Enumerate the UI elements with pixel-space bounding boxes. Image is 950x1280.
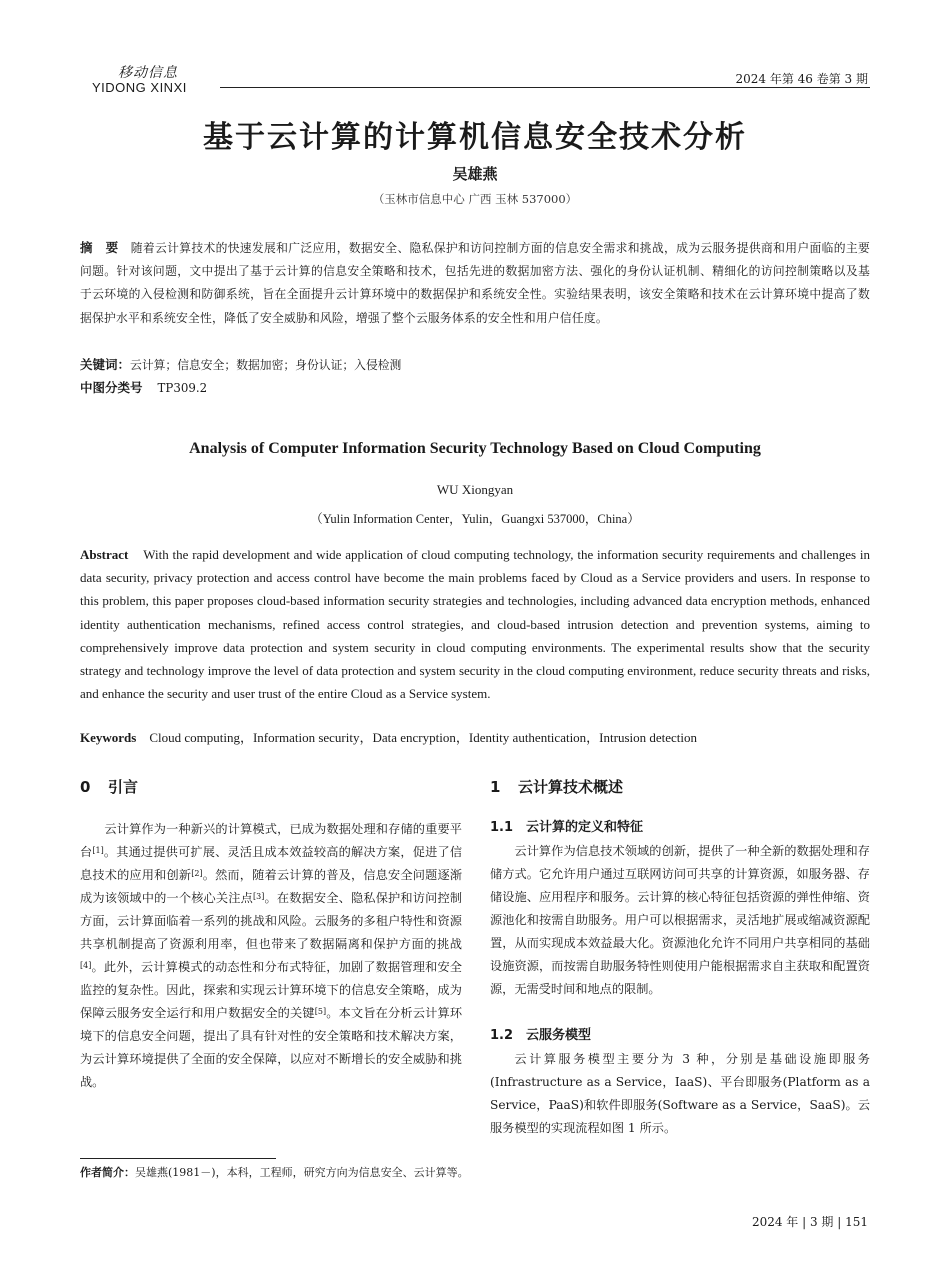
author-name-cn: 吴雄燕 [452,165,498,183]
section-0-body [80,818,462,1094]
journal-name-en: YIDONG XINXI [92,80,187,95]
abstract-en-label: Abstract [80,547,129,562]
citation-ref: [3] [252,892,265,901]
journal-name-cn: 移动信息 [118,65,178,81]
abstract-en-text: With the rapid development and wide application of cloud computing technology, the information security requirements and challenges in data security, privacy protection and access control have become the main problems faced by Cloud as a Service providers and users. In response to this problem, this paper proposes cloud-based information security strategies and technologies, including advanced data encryption methods, enhanced identity authentication mechanisms, refined access control strategies, and cloud-based intrusion detection and prevention systems, aiming to comprehensively improve data protection and system security in cloud computing environments. The experimental results show that the security strategy and technology improve the level of data protection and system security in the cloud computing environment, reduce security threats and risks, and enhance the security and user trust of the entire Cloud as a Service system. [80,547,871,702]
keywords-cn-label: 关键词： [80,357,131,372]
paper-title-en: Analysis of Computer Information Security Technology Based on Cloud Computing [189,440,761,457]
section-1-title: 云计算技术概述 [518,778,624,796]
subsection-1-2-heading [490,1024,591,1043]
author-bio-label: 作者简介： [80,1166,135,1179]
section-0-heading [80,776,138,797]
section-0-number: 0 [80,778,91,796]
citation-ref: [2] [191,869,203,878]
subsection-1-2-body [490,1048,870,1140]
intro-paragraph: 云计算作为一种新兴的计算模式，已成为数据处理和存储的重要平台[1]。其通过提供可扩展、灵活且成本效益较高的解决方案，促进了信息技术的应用和创新[2]。然而，随着云计算的普及，信息安全问题逐渐成为该领域中的一个核心关注点[3]。在数据安全、隐私保护和访问控制方面，云计算面临着一系列的挑战和风险。云服务的多租户特性和资源共享机制提高了资源利用率，但也带来了数据隔离和保护方面的挑战[4]。此外，云计算模式的动态性和分布式特征，加剧了数据管理和安全监控的复杂性。因此，探索和实现云计算环境下的信息安全策略，成为保障云服务安全运行和用户数据安全的关键[5]。本文旨在分析云计算环境下的信息安全问题，提出了具有针对性的安全策略和技术解决方案，为云计算环境提供了全面的安全保障，以应对不断增长的安全威胁和挑战。 [80,822,463,1089]
section-1-heading [490,776,623,797]
subsection-1-1-title: 云计算的定义和特征 [526,820,644,835]
citation-ref: [1] [92,846,104,855]
keywords-en [80,727,870,746]
section-1-number: 1 [490,778,501,796]
subsection-1-2-number: 1.2 [490,1028,514,1043]
header-rule [220,87,870,88]
issue-info: 2024 年第 46 卷第 3 期 [735,72,868,86]
keywords-cn [80,353,870,377]
affiliation-cn: （玉林市信息中心 广西 玉林 537000） [372,192,578,206]
citation-ref: [5] [314,1007,327,1016]
keywords-en-label: Keywords [80,730,137,745]
subsection-1-1-paragraph: 云计算作为信息技术领域的创新，提供了一种全新的数据处理和存储方式。它允许用户通过互联网访问可共享的计算资源，如服务器、存储设施、应用程序和服务。云计算的核心特征包括资源的弹性伸缩、资源池化和按需自助服务。用户可以根据需求，灵活地扩展或缩减资源配置，从而实现成本效益最大化。资源池化允许不同用户共享相同的基础设施资源，而按需自助服务特性则使用户能根据需求自主获取和配置资源，无需受时间和地点的限制。 [490,844,870,996]
section-0-title: 引言 [108,778,139,796]
author-bio-text: 吴雄燕(1981－)，本科，工程师，研究方向为信息安全、云计算等。 [135,1166,469,1179]
clc-number [80,376,870,400]
affiliation-en: （Yulin Information Center，Yulin，Guangxi 537000，China） [310,512,640,526]
abstract-en [80,543,870,705]
clc-value: TP309.2 [157,381,208,395]
page-footer: 2024 年 | 3 期 | 151 [751,1215,868,1229]
author-name-en: WU Xiongyan [436,482,514,497]
abstract-cn-label: 摘 要 [80,240,119,255]
clc-label: 中图分类号 [80,380,143,395]
subsection-1-2-title: 云服务模型 [526,1028,592,1043]
keywords-en-text: Cloud computing，Information security，Data encryption，Identity authentication，Intrusion detection [149,730,698,745]
keywords-cn-text: 云计算；信息安全；数据加密；身份认证；入侵检测 [130,358,402,372]
abstract-cn [80,236,870,330]
subsection-1-1-body [490,840,870,1001]
author-bio [80,1164,469,1180]
abstract-cn-text: 随着云计算技术的快速发展和广泛应用，数据安全、隐私保护和访问控制方面的信息安全需求和挑战，成为云服务提供商和用户面临的主要问题。针对该问题，文中提出了基于云计算的信息安全策略和技术，包括先进的数据加密方法、强化的身份认证机制、精细化的访问控制策略以及基于云环境的入侵检测和防御系统，旨在全面提升云计算环境中的数据保护和系统安全性。实验结果表明，该安全策略和技术在云计算环境中提高了数据保护水平和系统安全性，降低了安全威胁和风险，增强了整个云服务体系的安全性和用户信任度。 [80,241,870,325]
footnote-rule [80,1158,276,1159]
subsection-1-2-paragraph: 云计算服务模型主要分为 3 种，分别是基础设施即服务(Infrastructure as a Service，IaaS)、平台即服务(Platform as a Service，PaaS)和软件即服务(Software as a Service，SaaS)。云服务模型的实现流程如图 1 所示。 [490,1052,870,1135]
citation-ref: [4] [80,961,92,970]
subsection-1-1-number: 1.1 [490,820,514,835]
subsection-1-1-heading [490,816,643,835]
paper-title-cn: 基于云计算的计算机信息安全技术分析 [203,120,747,155]
